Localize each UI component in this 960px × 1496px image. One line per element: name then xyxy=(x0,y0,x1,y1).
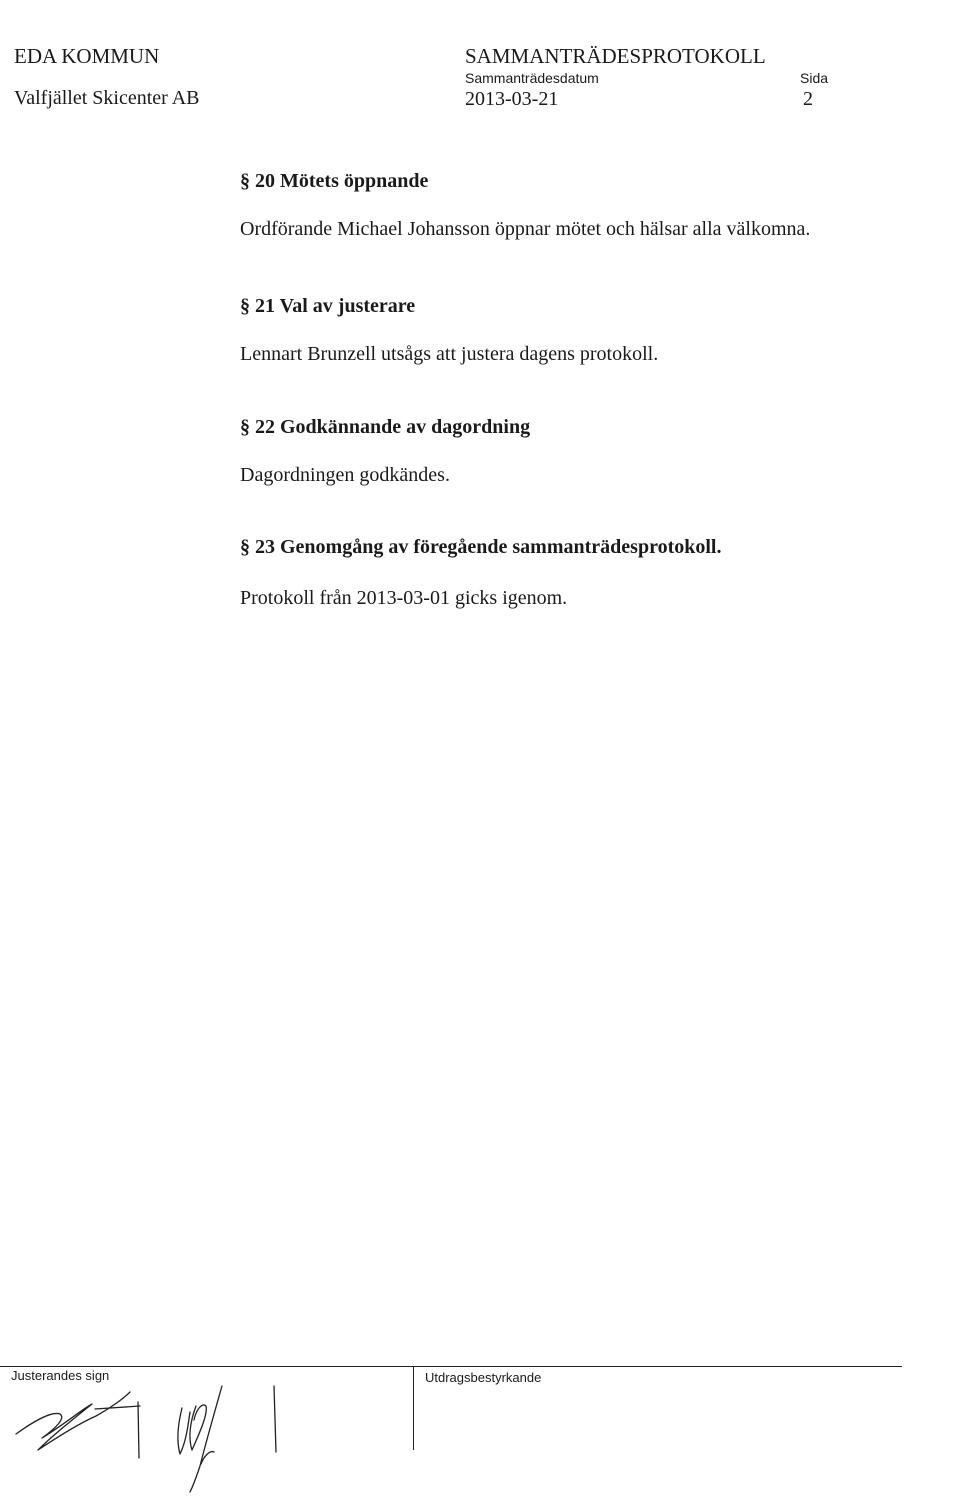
signature-label: Justerandes sign xyxy=(11,1368,110,1383)
organization-name: EDA KOMMUN xyxy=(14,44,160,68)
handwritten-signatures xyxy=(0,1366,420,1494)
section-text-22: Dagordningen godkändes. xyxy=(240,464,450,486)
signature-stroke-4 xyxy=(178,1408,190,1454)
meeting-date-value: 2013-03-21 xyxy=(465,88,559,110)
page-number-value: 2 xyxy=(803,88,813,110)
section-text-20: Ordförande Michael Johansson öppnar mötet och hälsar alla välkomna. xyxy=(240,218,811,240)
signature-stroke-5 xyxy=(190,1405,206,1450)
document-title: SAMMANTRÄDESPROTOKOLL xyxy=(465,44,766,68)
signature-stroke-8 xyxy=(274,1386,276,1452)
signature-stroke-3 xyxy=(138,1402,139,1458)
section-heading-22: § 22 Godkännande av dagordning xyxy=(240,416,531,438)
signature-stroke-1 xyxy=(16,1392,130,1450)
signature-stroke-6 xyxy=(190,1386,222,1492)
section-heading-21: § 21 Val av justerare xyxy=(240,295,416,317)
meeting-date-label: Sammanträdesdatum xyxy=(465,70,599,86)
section-text-23: Protokoll från 2013-03-01 gicks igenom. xyxy=(240,587,568,609)
unit-name: Valfjället Skicenter AB xyxy=(14,87,200,109)
certification-label: Utdragsbestyrkande xyxy=(425,1370,542,1385)
signature-stroke-2 xyxy=(95,1406,140,1409)
page-number-label: Sida xyxy=(800,70,829,86)
section-heading-23: § 23 Genomgång av föregående sammanträdesprotokoll. xyxy=(240,536,722,558)
section-heading-20: § 20 Mötets öppnande xyxy=(240,170,429,192)
section-text-21: Lennart Brunzell utsågs att justera dagens protokoll. xyxy=(240,343,659,365)
